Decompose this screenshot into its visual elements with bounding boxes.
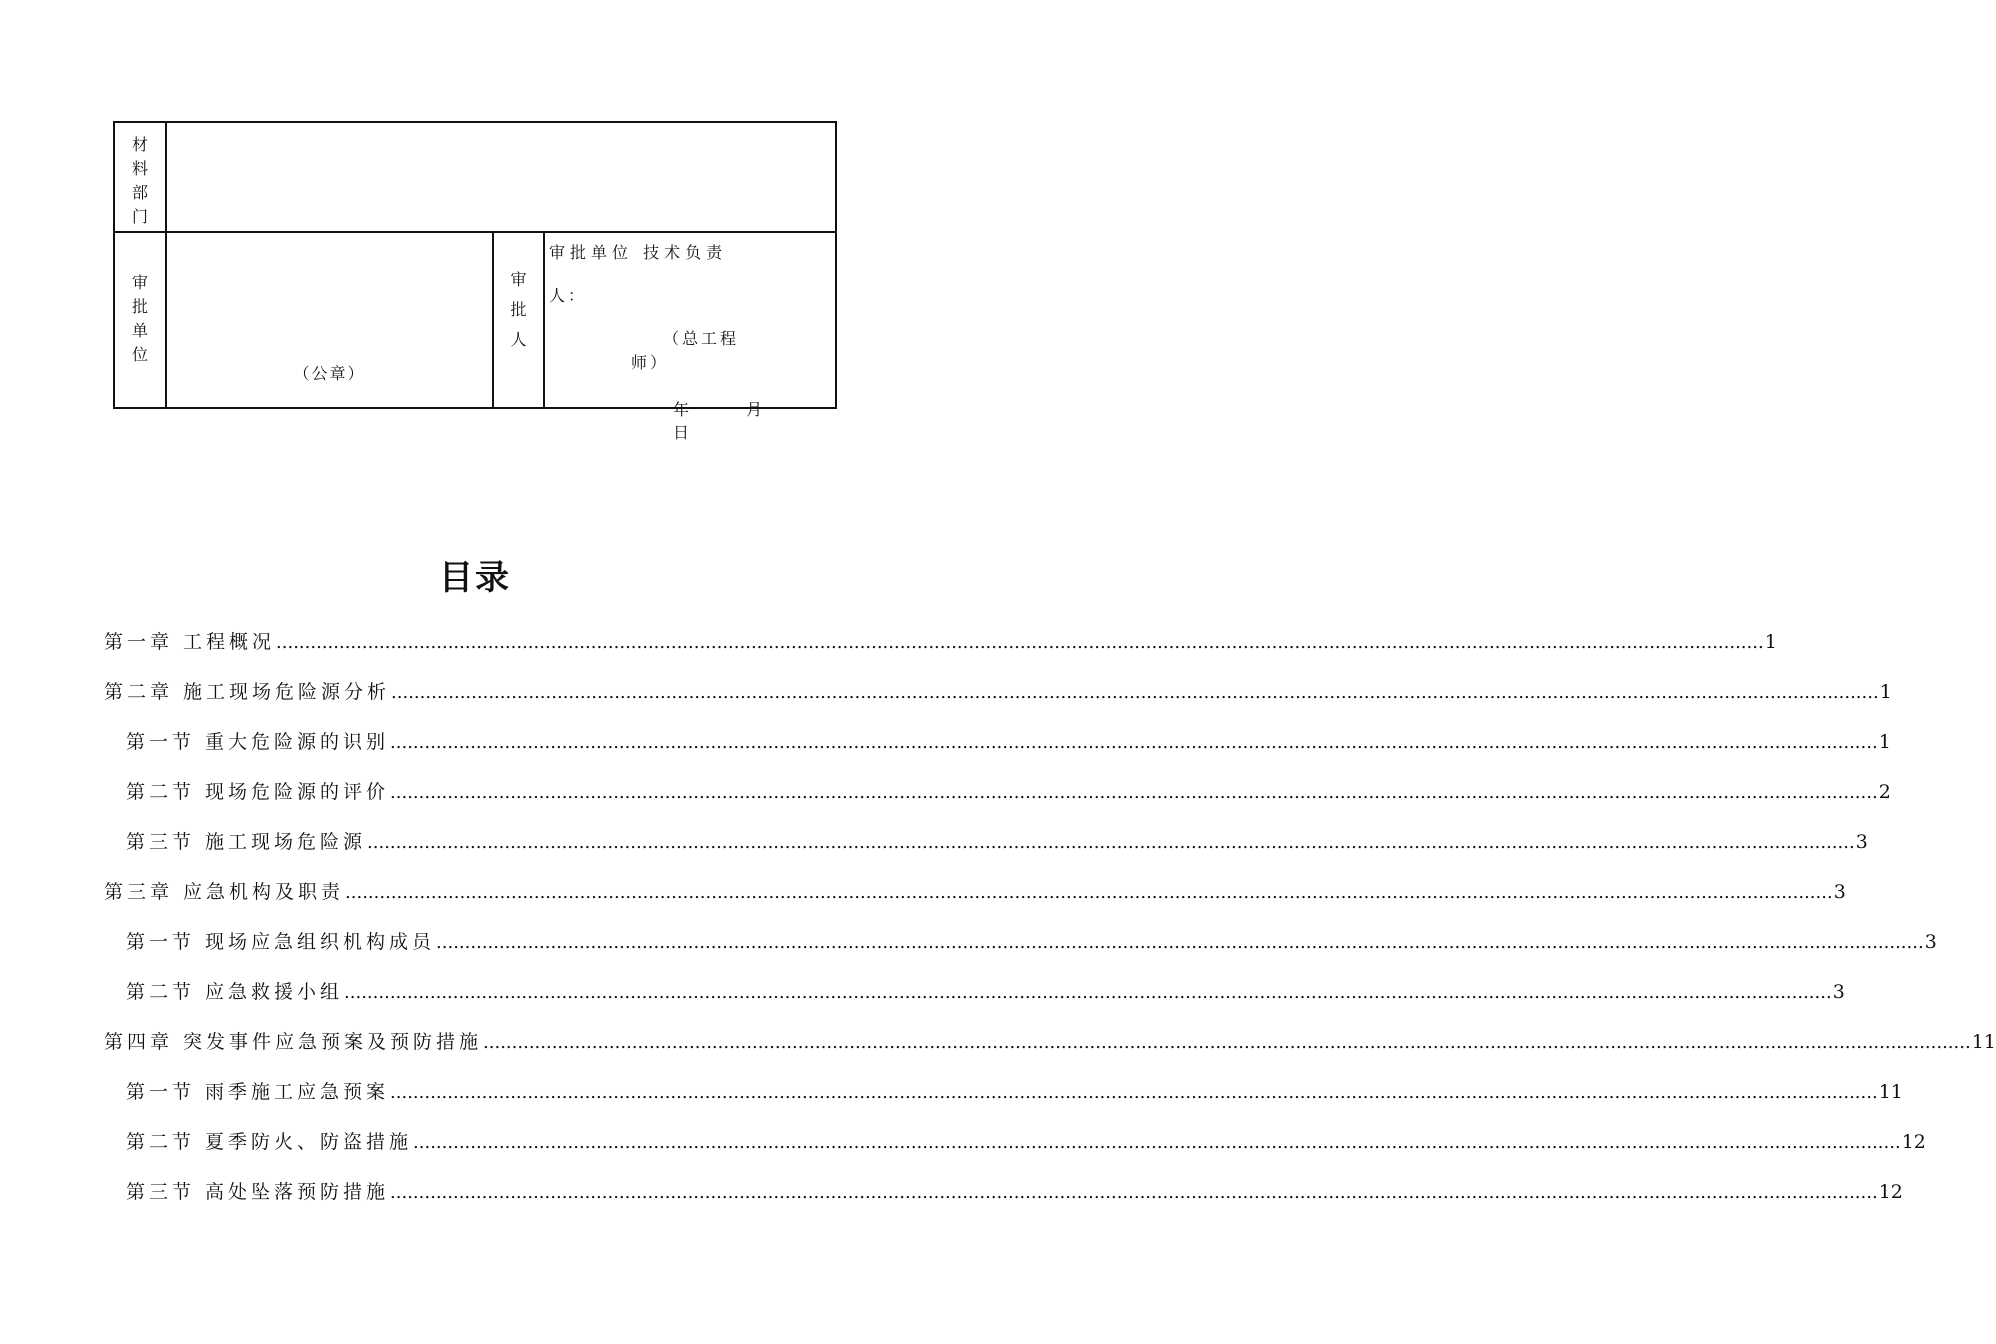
toc-item[interactable] xyxy=(104,777,1891,827)
toc-leader-dots xyxy=(390,1182,1878,1203)
toc-item[interactable] xyxy=(104,827,1868,877)
toc-item-page: 11 xyxy=(1878,1081,1903,1103)
toc-item[interactable] xyxy=(104,977,1845,1027)
approver-char: 审 xyxy=(510,270,527,289)
toc-item-label: 第二节 夏季防火、防盗措施 xyxy=(126,1131,413,1153)
toc-item-label: 第三节 施工现场危险源 xyxy=(126,831,367,853)
seal-text: （公章） xyxy=(293,364,366,383)
date-text: 年 月 日 xyxy=(673,400,789,442)
approver-content xyxy=(544,232,836,442)
toc-item-label: 第二节 应急救援小组 xyxy=(126,981,344,1003)
toc-item[interactable] xyxy=(104,927,1937,977)
toc-item-label: 第一节 雨季施工应急预案 xyxy=(126,1081,390,1103)
toc-item-page: 12 xyxy=(1901,1131,1926,1153)
chief-engineer-line1: （总工程 xyxy=(663,329,740,348)
toc-item-page: 3 xyxy=(1833,881,1846,903)
toc-leader-dots xyxy=(390,1082,1878,1103)
material-dept-char: 材 xyxy=(131,135,148,154)
toc-item-page: 3 xyxy=(1924,931,1937,953)
toc-item[interactable] xyxy=(104,627,1777,677)
approval-unit-char: 单 xyxy=(131,321,148,340)
material-dept-char: 部 xyxy=(131,183,148,202)
toc-leader-dots xyxy=(276,632,1764,653)
approval-table xyxy=(113,121,837,442)
toc-item-label: 第三章 应急机构及职责 xyxy=(104,881,345,903)
toc-item-label: 第一节 现场应急组织机构成员 xyxy=(126,931,436,953)
toc-leader-dots xyxy=(390,782,1878,803)
toc-item[interactable] xyxy=(104,1077,1903,1127)
toc-item-page: 1 xyxy=(1764,631,1777,653)
toc-item[interactable] xyxy=(104,1127,1926,1177)
material-dept-char: 料 xyxy=(131,159,148,178)
toc-item[interactable] xyxy=(104,1027,1996,1077)
material-dept-content xyxy=(166,122,836,232)
approval-unit-char: 位 xyxy=(131,345,148,364)
toc-item-page: 11 xyxy=(1971,1031,1996,1053)
approval-unit-label xyxy=(114,232,166,408)
toc-item-page: 3 xyxy=(1855,831,1868,853)
toc-item[interactable] xyxy=(104,677,1892,727)
toc-leader-dots xyxy=(344,982,1832,1003)
toc-leader-dots xyxy=(483,1032,1971,1053)
approver-char: 批 xyxy=(510,300,527,319)
toc-item-page: 2 xyxy=(1878,781,1891,803)
material-dept-label xyxy=(114,122,166,232)
toc-item-label: 第一章 工程概况 xyxy=(104,631,276,653)
toc-item-label: 第三节 高处坠落预防措施 xyxy=(126,1181,390,1203)
approver-text-line1: 审批单位 技术负责 xyxy=(549,243,728,262)
table-of-contents xyxy=(104,627,1996,1227)
toc-leader-dots xyxy=(391,682,1879,703)
approver-text-line2: 人： xyxy=(549,286,588,305)
toc-leader-dots xyxy=(413,1132,1901,1153)
chief-engineer-line2: 师） xyxy=(631,353,670,372)
toc-item[interactable] xyxy=(104,1177,1903,1227)
toc-leader-dots xyxy=(436,932,1924,953)
material-dept-char: 门 xyxy=(131,207,148,226)
approval-unit-content xyxy=(166,232,493,408)
approval-unit-char: 审 xyxy=(131,273,148,292)
toc-leader-dots xyxy=(345,882,1833,903)
toc-item-page: 1 xyxy=(1879,681,1892,703)
toc-item-label: 第一节 重大危险源的识别 xyxy=(126,731,390,753)
toc-leader-dots xyxy=(390,732,1878,753)
toc-item[interactable] xyxy=(104,727,1891,777)
toc-leader-dots xyxy=(367,832,1855,853)
toc-item-page: 3 xyxy=(1832,981,1845,1003)
toc-item-page: 1 xyxy=(1878,731,1891,753)
toc-item-label: 第二节 现场危险源的评价 xyxy=(126,781,390,803)
approver-char: 人 xyxy=(510,330,527,349)
toc-item-label: 第四章 突发事件应急预案及预防措施 xyxy=(104,1031,483,1053)
approval-unit-char: 批 xyxy=(131,297,148,316)
approver-label xyxy=(493,232,544,408)
toc-item[interactable] xyxy=(104,877,1846,927)
toc-title: 目录 xyxy=(439,558,511,598)
toc-item-label: 第二章 施工现场危险源分析 xyxy=(104,681,391,703)
toc-item-page: 12 xyxy=(1878,1181,1903,1203)
